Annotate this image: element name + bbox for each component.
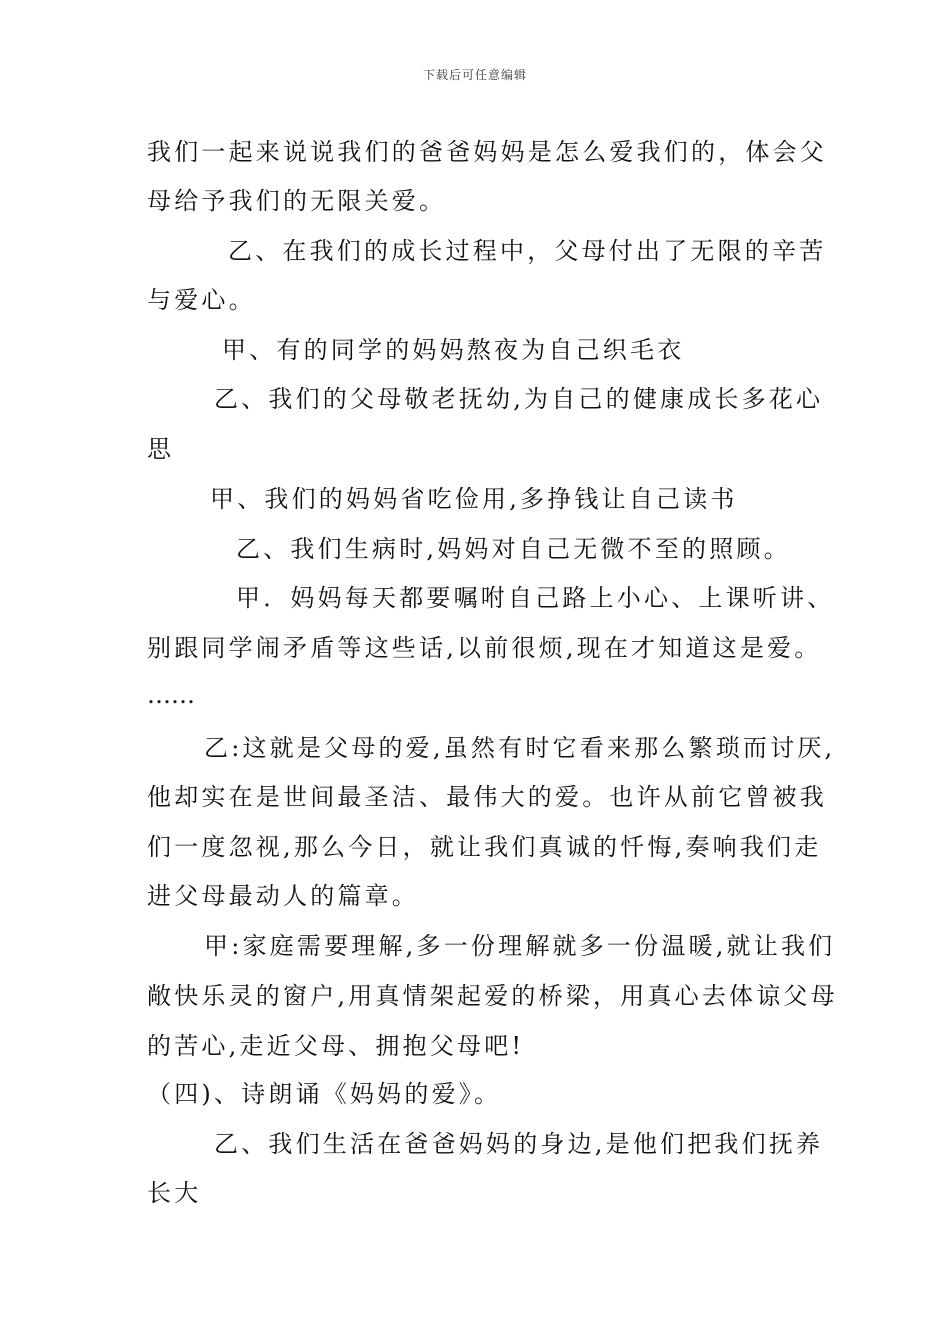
text-line-1: 我们一起来说说我们的爸爸妈妈是怎么爱我们的，体会父 xyxy=(147,138,827,166)
text-line-2: 母给予我们的无限关爱。 xyxy=(147,187,447,215)
text-line-11: 别跟同学闹矛盾等这些话,以前很烦,现在才知道这是爱。 xyxy=(147,634,822,662)
text-line-19: 的苦心,走近父母、拥抱父母吧! xyxy=(147,1032,525,1060)
text-line-9: 乙、我们生病时,妈妈对自己无微不至的照顾。 xyxy=(236,535,791,563)
text-line-7: 思 xyxy=(147,435,175,463)
text-line-21: 乙、我们生活在爸爸妈妈的身边,是他们把我们抚养 xyxy=(214,1130,824,1158)
text-line-15: 们一度忽视,那么今日，就让我们真诚的忏悔,奏响我们走 xyxy=(147,833,822,861)
text-line-5: 甲、有的同学的妈妈熬夜为自己织毛衣 xyxy=(222,336,685,364)
text-line-12: …… xyxy=(147,681,195,709)
text-line-4: 与爱心。 xyxy=(147,286,256,314)
text-line-14: 他却实在是世间最圣洁、最伟大的爱。也许从前它曾被我 xyxy=(147,783,827,811)
page-header: 下载后可任意编辑 xyxy=(422,68,527,82)
text-line-13: 乙:这就是父母的爱,虽然有时它看来那么繁琐而讨厌, xyxy=(204,734,836,762)
text-line-8: 甲、我们的妈妈省吃俭用,多挣钱让自己读书 xyxy=(210,485,738,513)
text-line-17: 甲:家庭需要理解,多一份理解就多一份温暖,就让我们 xyxy=(204,932,836,960)
text-line-16: 进父母最动人的篇章。 xyxy=(147,882,419,910)
text-line-18: 敞快乐灵的窗户,用真情架起爱的桥梁，用真心去体谅父母 xyxy=(147,982,838,1010)
text-line-6: 乙、我们的父母敬老抚幼,为自己的健康成长多花心 xyxy=(214,385,824,413)
text-line-10: 甲．妈妈每天都要嘱咐自己路上小心、上课听讲、 xyxy=(236,584,835,612)
text-line-3: 乙、在我们的成长过程中，父母付出了无限的辛苦 xyxy=(228,237,827,265)
section-heading: （四)、诗朗诵《妈妈的爱》。 xyxy=(147,1080,502,1108)
text-line-22: 长大 xyxy=(147,1179,202,1207)
